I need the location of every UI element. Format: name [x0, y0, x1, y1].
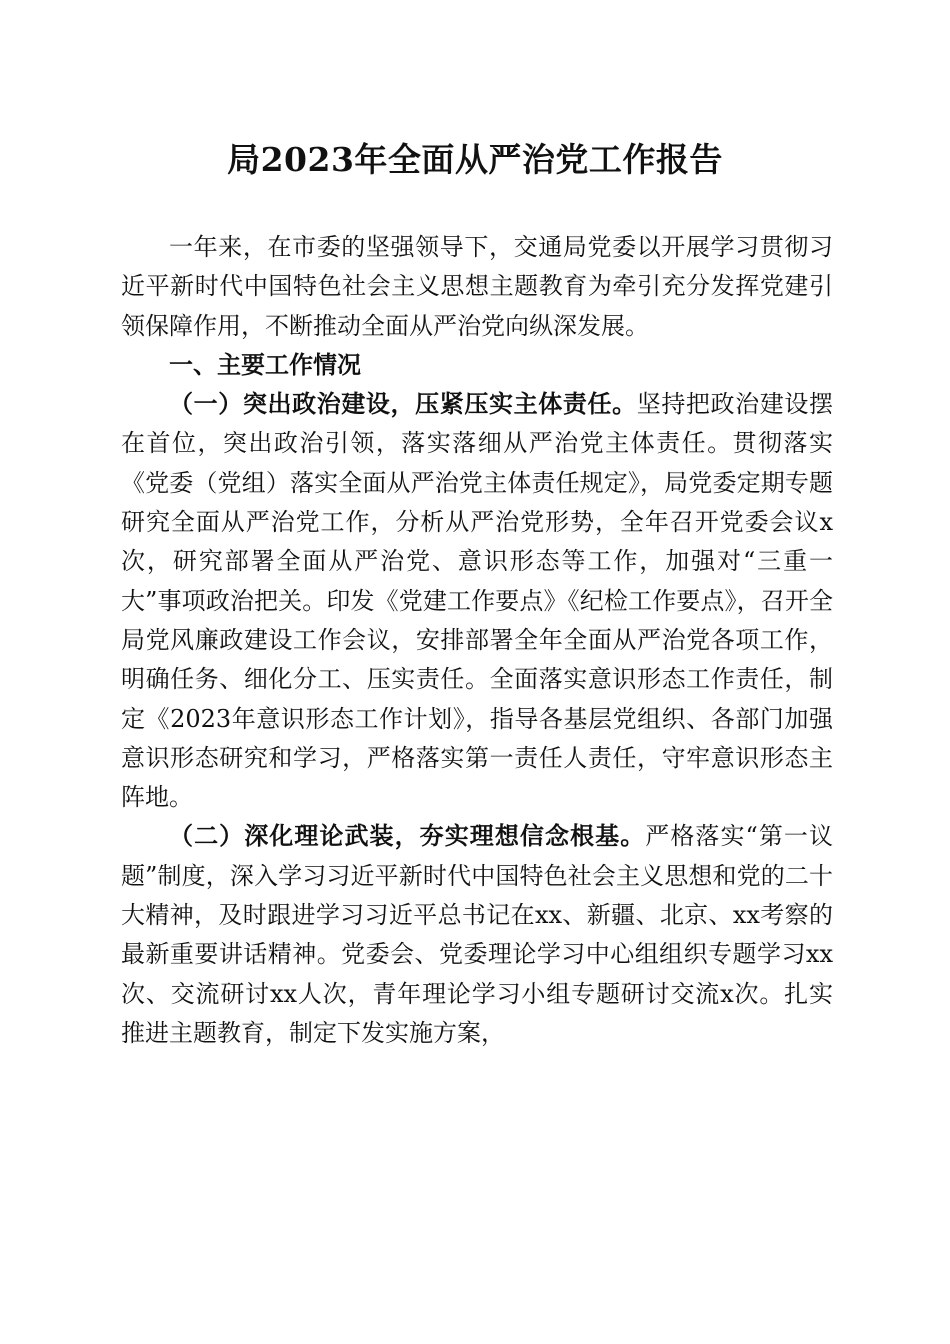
intro-paragraph: 一年来，在市委的坚强领导下，交通局党委以开展学习贯彻习近平新时代中国特色社会主义思想主题教育为牵引充分发挥党建引领保障作用，不断推动全面从严治党向纵深发展。	[121, 233, 833, 340]
document-title: 局2023年全面从严治党工作报告	[227, 140, 723, 179]
subsection-text-1: 坚持把政治建设摆在首位，突出政治引领，落实落细从严治党主体责任。贯彻落实《党委（党组）落实全面从严治党主体责任规定》，局党委定期专题研究全面从严治党工作，分析从严治党形势，全年召开党委会议x次，研究部署全面从严治党、意识形态等工作，加强对“三重一大”事项政治把关。印发《党建工作要点》《纪检工作要点》，召开全局党风廉政建设工作会议，安排部署全年全面从严治党各项工作，明确任务、细化分工、压实责任。全面落实意识形态工作责任，制定《2023年意识形态工作计划》，指导各基层党组织、各部门加强意识形态研究和学习，严格落实第一责任人责任，守牢意识形态主阵地。	[121, 390, 834, 812]
subsection-lead-2: （二）深化理论武装，夯实理想信念根基。	[169, 822, 646, 851]
document-body	[121, 228, 833, 1053]
subsection-lead-1: （一）突出政治建设，压紧压实主体责任。	[169, 390, 637, 419]
paragraph-political-construction	[121, 385, 833, 817]
section-heading-main-work: 一、主要工作情况	[169, 350, 361, 379]
subsection-text-2: 严格落实“第一议题”制度，深入学习习近平新时代中国特色社会主义思想和党的二十大精神，及时跟进学习习近平总书记在xx、新疆、北京、xx考察的最新重要讲话精神。党委会、党委理论学习中心组组织专题学习xx次、交流研讨xx人次，青年理论学习小组专题研讨交流x次。扎实推进主题教育，制定下发实施方案，	[121, 822, 833, 1047]
paragraph-theory-armament	[121, 817, 833, 1053]
